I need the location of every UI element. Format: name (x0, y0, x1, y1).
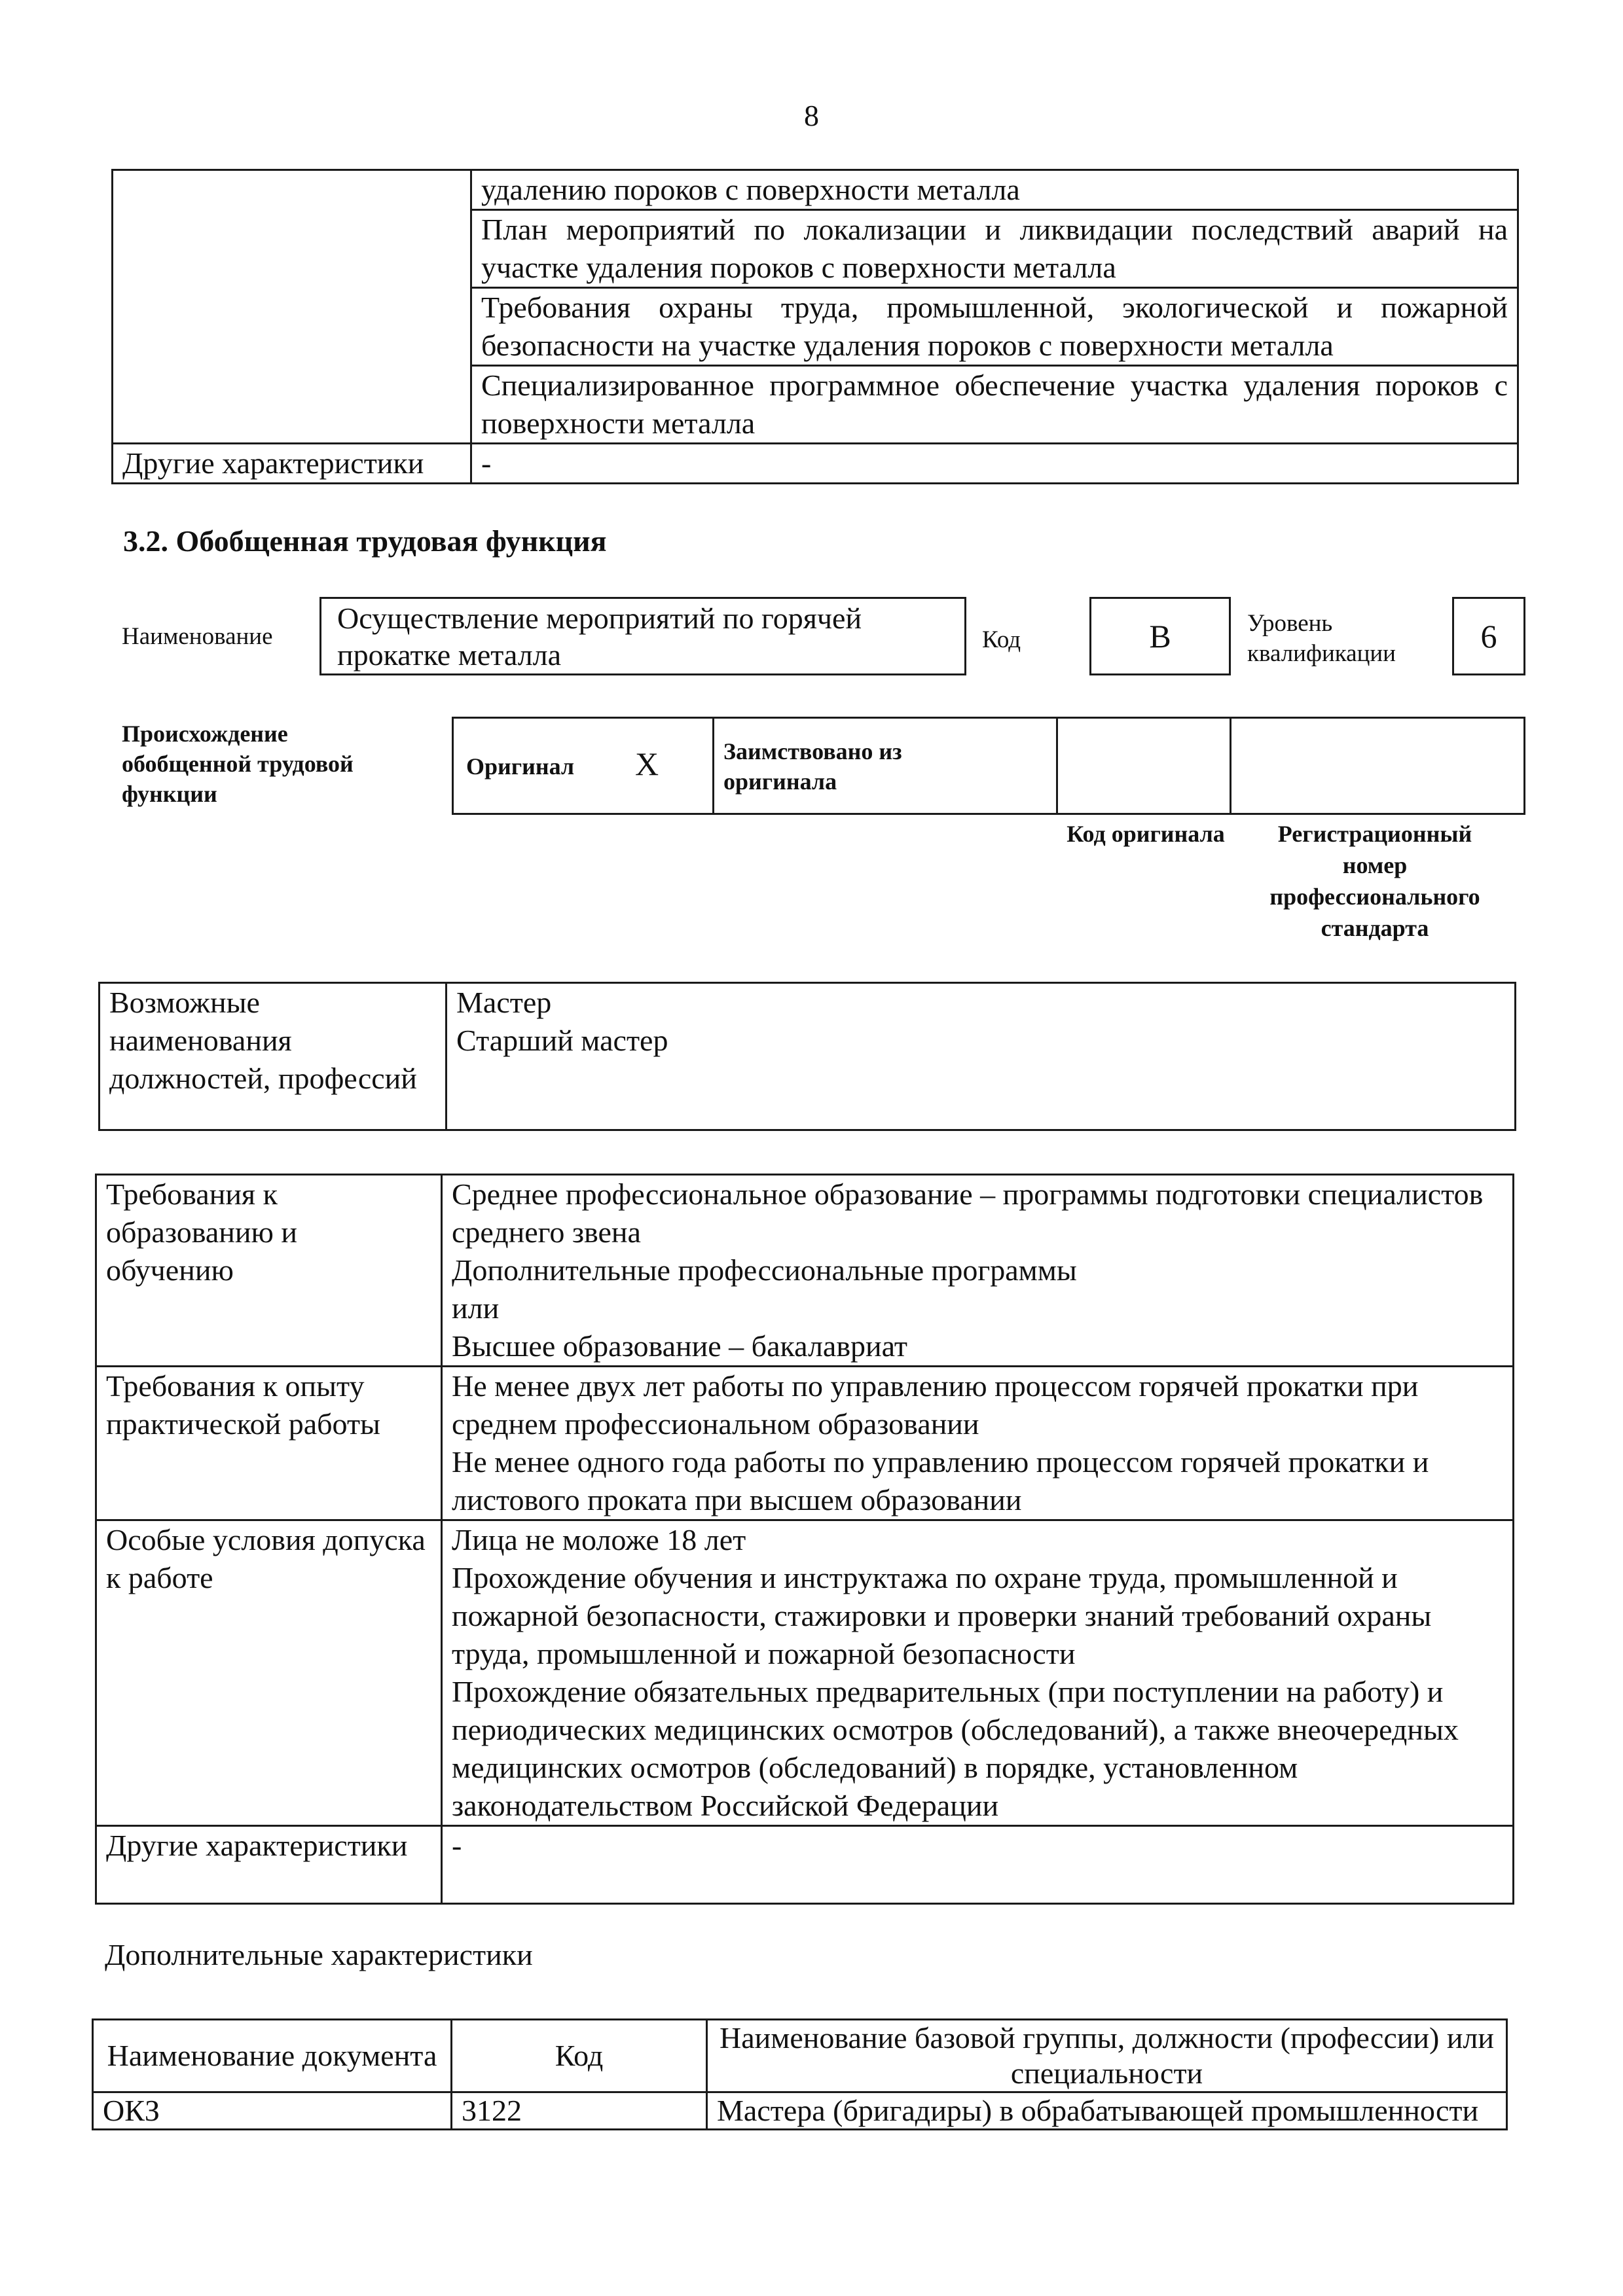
okz-doc: ОКЗ (93, 2092, 452, 2130)
header-group: Наименование базовой группы, должности (профессии) или специальности (707, 2020, 1507, 2092)
okz-group: Мастера (бригадиры) в обрабатывающей промышленности (707, 2092, 1507, 2130)
section-title: 3.2. Обобщенная трудовая функция (123, 524, 607, 558)
table-row: удалению пороков с поверхности металла (471, 170, 1518, 210)
requirement-line: Лица не моложе 18 лет (452, 1523, 746, 1556)
borrowed-label: Заимствовано из оригинала (723, 738, 902, 795)
other-characteristics-value: - (471, 444, 1518, 484)
code-label: Код (982, 626, 1021, 653)
continuation-table (111, 169, 1519, 484)
table-row: Специализированное программное обеспечение участка удаления пороков с поверхности металла (471, 366, 1518, 444)
positions-label: Возможные наименования должностей, профессий (100, 983, 447, 1130)
name-label: Наименование (122, 623, 273, 650)
education-label: Требования к образованию и обучению (96, 1175, 442, 1367)
empty-label-cell (113, 170, 471, 444)
requirement-line: Прохождение обучения и инструктажа по охране труда, промышленной и пожарной безопасности, стажировки и проверки знаний требований охраны труда, промышленной и пожарной безопасности (452, 1561, 1432, 1670)
reg-number-caption: Регистрационный номер профессионального стандарта (1269, 821, 1480, 941)
original-label: Оригинал (466, 753, 575, 780)
level-label: Уровень квалификации (1247, 610, 1396, 667)
positions-table (98, 982, 1516, 1131)
additional-table (92, 2018, 1508, 2130)
requirements-table (95, 1174, 1514, 1905)
code-value-box: B (1089, 597, 1231, 675)
function-name-box: Осуществление мероприятий по горячей прокатке металла (319, 597, 966, 675)
admission-label: Особые условия допуска к работе (96, 1520, 442, 1826)
header-document: Наименование документа (93, 2020, 452, 2092)
table-row: План мероприятий по локализации и ликвидации последствий аварий на участке удаления пороков с поверхности металла (471, 210, 1518, 288)
additional-title: Дополнительные характеристики (105, 1938, 533, 1971)
divider (1230, 719, 1231, 814)
requirement-line: Не менее одного года работы по управлению процессом горячей прокатки и листового проката при высшем образовании (452, 1445, 1429, 1516)
table-row: Требования охраны труда, промышленной, экологической и пожарной безопасности на участке удаления пороков с поверхности металла (471, 288, 1518, 366)
position-item: Старший мастер (456, 1024, 668, 1057)
original-mark: X (635, 745, 659, 782)
experience-label: Требования к опыту практической работы (96, 1367, 442, 1520)
position-item: Мастер (456, 986, 552, 1019)
other-label: Другие характеристики (96, 1826, 442, 1904)
header-code: Код (452, 2020, 707, 2092)
other-characteristics-label: Другие характеристики (113, 444, 471, 484)
requirement-line: Среднее профессиональное образование – программы подготовки специалистов среднего звена (452, 1177, 1484, 1249)
divider (712, 719, 714, 814)
level-value-box: 6 (1452, 597, 1525, 675)
okz-code: 3122 (452, 2092, 707, 2130)
code-original-caption: Код оригинала (1067, 821, 1225, 847)
divider (1056, 719, 1058, 814)
origin-label: Происхождение обобщенной трудовой функции (122, 721, 354, 807)
requirement-line: - (452, 1829, 462, 1862)
page-number: 8 (804, 99, 819, 132)
requirement-line: Дополнительные профессиональные программы (452, 1253, 1077, 1287)
requirement-line: Высшее образование – бакалавриат (452, 1329, 907, 1363)
requirement-line: или (452, 1291, 500, 1325)
requirement-line: Прохождение обязательных предварительных (при поступлении на работу) и периодических медицинских осмотров (обследований), а также внеочередных медицинских осмотров (обследований) в порядке, установленном законодательством Российской Федерации (452, 1675, 1459, 1822)
requirement-line: Не менее двух лет работы по управлению процессом горячей прокатки при среднем профессиональном образовании (452, 1369, 1419, 1441)
